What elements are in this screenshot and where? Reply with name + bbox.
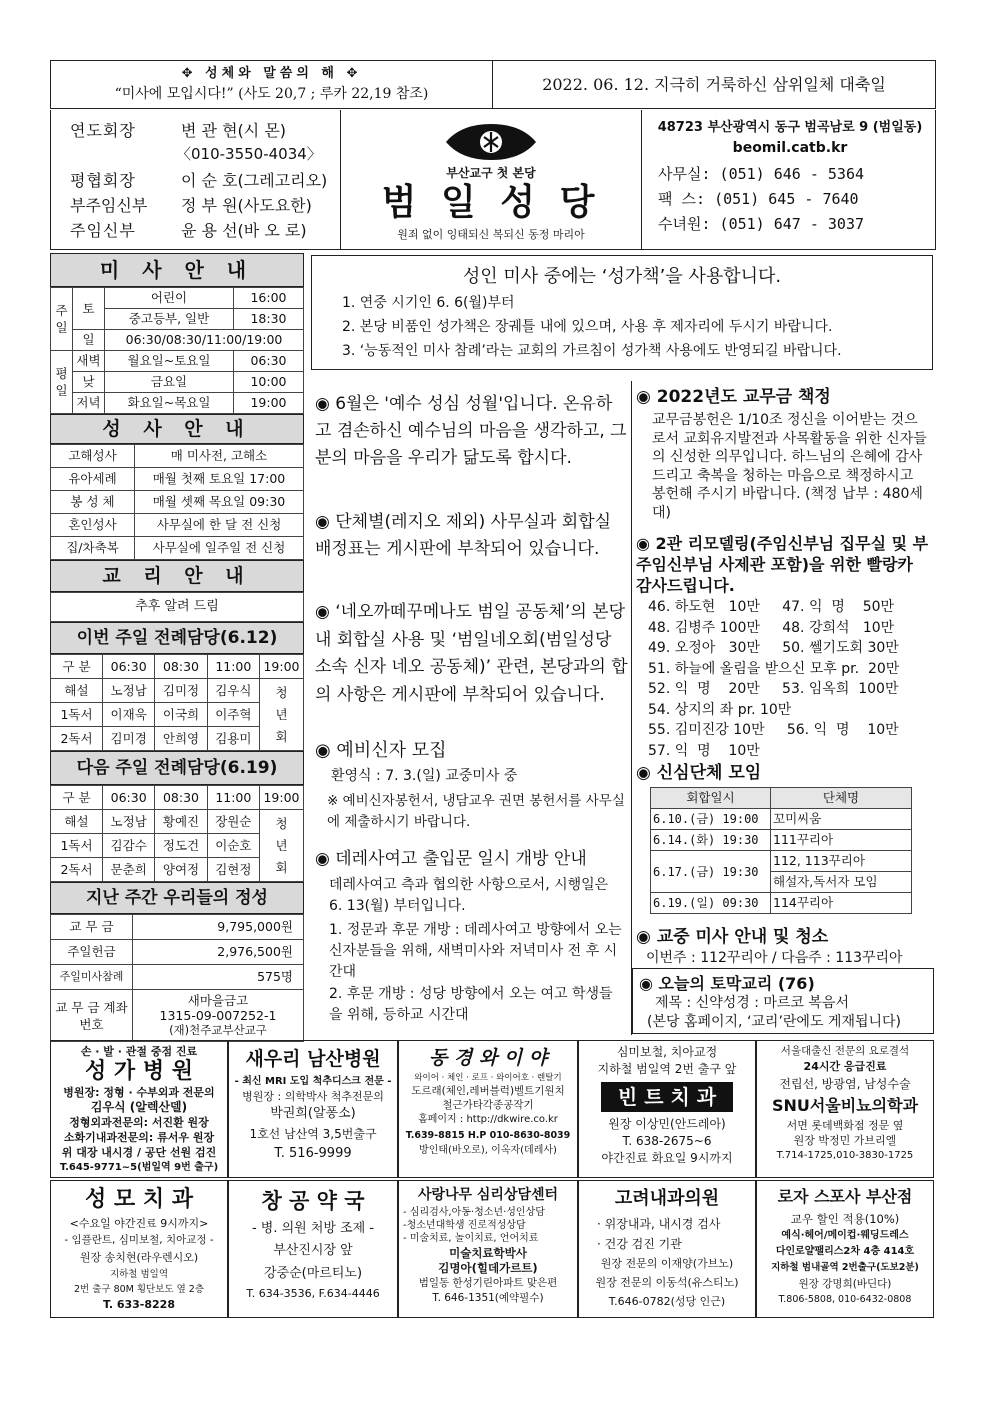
table-row: 주일 토 어린이 16:00 bbox=[51, 288, 304, 309]
gate-item: 1. 정문과 후문 개방 : 데레사여고 방향에서 오는 신자분들을 위해, 새벽미사와 저녁미사 전 후 시간대 bbox=[329, 922, 622, 980]
catechumen-title: ◉ 예비신자 모집 bbox=[315, 740, 447, 761]
table-row: 회합일시 단체명 bbox=[651, 788, 912, 809]
duty-this-week-table bbox=[50, 654, 304, 751]
topic-subject: 제목 : 신약성경 : 마르코 복음서 bbox=[655, 995, 849, 1011]
officer-row: 연도회장 변 관 현(시 몬) bbox=[70, 121, 287, 140]
list-item: 52. 익 명 20만 53. 임옥희 100만 bbox=[648, 681, 899, 697]
table-row: 주일미사참례 575명 bbox=[51, 965, 304, 990]
notice-room-assignment: ◉ 단체별(레지오 제외) 사무실과 회합실 배정표는 게시판에 부착되어 있습니다. bbox=[315, 512, 612, 559]
motto-line-2: “미사에 모입시다!” (사도 20,7 ; 루카 22,19 참조) bbox=[114, 86, 429, 102]
doctrine-text: 추후 알려 드림 bbox=[50, 592, 304, 622]
offering-title: 지난 주간 우리들의 정성 bbox=[50, 882, 304, 914]
table-row: 1독서 이재욱 이국희 이주혁 bbox=[51, 703, 304, 727]
catechumen-note: ※ 예비신자봉헌서, 냉담교우 권면 봉헌서를 사무실에 제출하시기 바랍니다. bbox=[327, 793, 625, 830]
officer-row: 부주임신부 정 부 원(사도요한) bbox=[70, 196, 312, 215]
topic-title: ◉ 오늘의 토막교리 (76) bbox=[639, 974, 815, 993]
church-patron: 원죄 없이 잉태되신 복되신 동정 마리아 bbox=[397, 228, 585, 241]
hymnbook-notice-box bbox=[311, 255, 933, 370]
officer-row: 〈010-3550-4034〉 bbox=[176, 145, 322, 163]
table-row: 집/차축복 사무실에 일주일 전 신청 bbox=[51, 537, 304, 560]
sacrament-title: 성 사 안 내 bbox=[50, 414, 304, 444]
ad-sarangnamu-counseling: 사랑나무 심리상담센터 - 심리검사,아동·청소년·성인상담 -청소년대학생 진로적성상담 - 미술치료, 놀이치료, 언어치료 미술치료학박사 김명아(힐데가르트) 범일동 한성기린아파트 맞은편 T. 646-1351(예약필수) bbox=[398, 1180, 578, 1318]
hymnbook-item: 1. 연중 시기인 6. 6(월)부터 bbox=[342, 295, 515, 311]
church-name: 범 일 성 당 bbox=[381, 181, 601, 223]
gate-item: 2. 후문 개방 : 성당 방향에서 오는 여고 학생들을 위해, 등하교 시간대 bbox=[329, 986, 613, 1023]
dues-title: ◉ 2022년도 교무금 책정 bbox=[636, 387, 831, 407]
ad-changgong-pharmacy: 창 공 약 국 - 병. 의원 처방 조제 - 부산진시장 앞 강중순(마르티노) T. 634-3536, F.634-4446 bbox=[228, 1180, 398, 1318]
table-row: 6.10.(금) 19:00 꼬미씨움 bbox=[651, 809, 912, 830]
list-item: 55. 김미진강 10만 56. 익 명 10만 bbox=[648, 722, 899, 738]
gate-intro: 데레사여고 측과 협의한 사항으로서, 시행일은 6. 13(월) 부터입니다. bbox=[329, 877, 609, 914]
table-row: 교 무 금 9,795,000원 bbox=[51, 915, 304, 940]
table-row: 낮 금요일 10:00 bbox=[51, 372, 304, 393]
hymnbook-item: 2. 본당 비품인 성가책은 장궤틀 내에 있으며, 사용 후 제자리에 두시기 바랍니다. bbox=[342, 319, 833, 335]
church-address: 48723 부산광역시 동구 범곡남로 9 (범일동) bbox=[657, 120, 923, 135]
table-row: 중고등부, 일반 18:30 bbox=[51, 309, 304, 330]
motto-line-1: ✥ 성체와 말씀의 해 ✥ bbox=[181, 66, 362, 81]
groups-title: ◉ 신심단체 모임 bbox=[636, 763, 762, 783]
topic-note: (본당 홈페이지, ‘교리’란에도 게재됩니다) bbox=[647, 1014, 902, 1030]
table-row: 구 분 06:30 08:30 11:00 19:00 bbox=[51, 786, 304, 810]
officer-row: 평협회장 이 순 호(그레고리오) bbox=[70, 171, 328, 190]
notice-sacred-heart: ◉ 6월은 '예수 성심 성월'입니다. 온유하고 겸손하신 예수님의 마음을 생각하고, 그분의 마음을 우리가 닮도록 합시다. bbox=[315, 394, 627, 468]
officer-row: 주임신부 윤 용 선(바 오 로) bbox=[70, 221, 307, 240]
cleaning-title: ◉ 교중 미사 안내 및 청소 bbox=[636, 927, 829, 947]
ad-sungmo-dental: 성 모 치 과 <수요일 야간진료 9시까지> - 임플란트, 심미보철, 치아교정 - 원장 송치현(라우렌시오) 지하철 범일역 2번 출구 80M 횡단보도 옆 2층 T. 633-8228 bbox=[50, 1180, 228, 1318]
ad-vint-dental: 심미보철, 치아교정 지하철 범일역 2번 출구 앞 빈 트 치 과 원장 이상민(안드레아) T. 638-2675~6 야간진료 화요일 9시까지 bbox=[578, 1040, 756, 1178]
table-row: 2독서 김미경 안희영 김용미 bbox=[51, 727, 304, 751]
offering-table bbox=[50, 914, 304, 1042]
duty-next-week-title: 다음 주일 전례담당(6.19) bbox=[50, 751, 304, 785]
table-row: 일 06:30/08:30/11:00/19:00 bbox=[51, 330, 304, 351]
table-row: 교 무 금 계좌번호 새마을금고 1315-09-007252-1 (재)천주교부산교구 bbox=[51, 990, 304, 1042]
table-row: 평일 새벽 월요일~토요일 06:30 bbox=[51, 351, 304, 372]
doctrine-title: 교 리 안 내 bbox=[50, 560, 304, 592]
notice-neocatechumenal: ◉ ‘네오까떼꾸메나도 범일 공동체’의 본당 내 회합실 사용 및 ‘범일네오회(범일성당 소속 신자 네오 공동체)’ 관련, 본당과의 합의 사항은 게시판에 부착되어 있습니다. bbox=[315, 602, 628, 705]
table-row: 봉 성 체 매월 셋째 목요일 09:30 bbox=[51, 491, 304, 514]
list-item: 46. 하도현 10만 47. 익 명 50만 bbox=[648, 599, 895, 615]
mass-schedule-title: 미 사 안 내 bbox=[50, 253, 304, 287]
table-row: 6.17.(금) 19:30 112, 113꾸리아 bbox=[651, 851, 912, 872]
dues-text: 교무금봉헌은 1/10조 정신을 이어받는 것으로서 교회유지발전과 사목활동을 위한 신자들의 신성한 의무입니다. 하느님의 은혜에 감사드리고 축복을 청하는 마음으로 책정하시고 봉헌해 주시기 바랍니다. (책정 납부 : 480세대) bbox=[652, 412, 927, 521]
duty-this-week-title: 이번 주일 전례담당(6.12) bbox=[50, 622, 304, 654]
table-row: 혼인성사 사무실에 한 달 전 신청 bbox=[51, 514, 304, 537]
office-phone: 사무실: (051) 646 - 5364 bbox=[658, 165, 865, 183]
church-logo-box bbox=[340, 110, 642, 250]
header-motto-box bbox=[50, 60, 493, 109]
table-row: 구 분 06:30 08:30 11:00 19:00 bbox=[51, 655, 304, 679]
table-row: 6.19.(일) 09:30 114꾸리아 bbox=[651, 893, 912, 914]
church-subtitle: 부산교구 첫 본당 bbox=[446, 166, 536, 180]
gate-title: ◉ 데레사여고 출입문 일시 개방 안내 bbox=[315, 849, 587, 869]
table-row: 고해성사 매 미사전, 고해소 bbox=[51, 445, 304, 468]
ad-korea-internal-medicine: 고려내과의원 · 위장내과, 내시경 검사 · 건강 검진 기관 원장 전문의 이재양(가브노) 원장 전문의 이동석(유스티노) T.646-0782(성당 인근) bbox=[578, 1180, 756, 1318]
cleaning-text: 이번주 : 112꾸리아 / 다음주 : 113꾸리아 bbox=[646, 950, 903, 966]
table-row: 주일헌금 2,976,500원 bbox=[51, 940, 304, 965]
table-row: 유아세례 매월 첫째 토요일 17:00 bbox=[51, 468, 304, 491]
table-row: 해설 노정남 황예진 장원순 청년회 bbox=[51, 810, 304, 834]
ad-saewoori-hospital: 새우리 남산병원 - 최신 MRI 도입 척추디스크 전문 - 병원장 : 의학박사 척추전문의 박권희(알퐁소) 1호선 남산역 3,5번출구 T. 516-9999 bbox=[228, 1040, 398, 1178]
table-row: 해설 노정남 김미정 김우식 청년회 bbox=[51, 679, 304, 703]
catechumen-welcome: 환영식 : 7. 3.(일) 교중미사 중 bbox=[331, 768, 518, 784]
chi-rho-logo-icon bbox=[441, 120, 541, 164]
ad-sungga-hospital: 손 · 발 · 관절 중점 진료 성 가 병 원 병원장: 정형 · 수부외과 전문의 김우식 (알렉산델) 정형외과전문의: 서진환 원장 소화기내과전문의: 류서우 원장 위 대장 내시경 / 공단 선원 검진 T.645-9771~5(범일역 9번 출구) bbox=[50, 1040, 228, 1178]
right-notices bbox=[636, 381, 934, 1035]
table-row: 6.14.(화) 19:30 111꾸리아 bbox=[651, 830, 912, 851]
convent-phone: 수녀원: (051) 647 - 3037 bbox=[658, 215, 865, 233]
header-date-box bbox=[492, 60, 936, 109]
hymnbook-title: 성인 미사 중에는 ‘성가책’을 사용합니다. bbox=[462, 266, 782, 287]
mass-schedule-table bbox=[50, 287, 304, 414]
remodel-donor-list bbox=[648, 597, 934, 761]
remodel-title: ◉ 2관 리모델링(주임신부님 집무실 및 부주임신부님 사제관 포함)을 위한 빨랑카 감사드립니다. bbox=[636, 534, 929, 595]
ad-snu-urology: 서울대출신 전문의 요로결석 24시간 응급진료 전립선, 방광염, 남성수술 SNU서울비뇨의학과 서면 롯데백화점 정문 옆 원장 박정민 가브리엘 T.714-1725,010-3830-1725 bbox=[756, 1040, 934, 1178]
list-item: 57. 익 명 10만 bbox=[648, 742, 760, 759]
hymnbook-item: 3. ‘능동적인 미사 참례’라는 교회의 가르침이 성가책 사용에도 반영되길 바랍니다. bbox=[342, 343, 842, 359]
table-row: 해설자,독서자 모임 bbox=[651, 872, 912, 893]
groups-table bbox=[650, 787, 912, 914]
table-row: 저녁 화요일~목요일 19:00 bbox=[51, 393, 304, 414]
liturgical-date: 2022. 06. 12. 지극히 거룩하신 삼위일체 대축일 bbox=[542, 75, 886, 94]
middle-notices-box bbox=[307, 381, 632, 1035]
sacrament-table bbox=[50, 444, 304, 560]
church-website[interactable]: beomil.catb.kr bbox=[732, 140, 848, 156]
fax-number: 팩 스: (051) 645 - 7640 bbox=[658, 190, 859, 208]
list-item: 48. 김병주 100만 48. 강희석 10만 bbox=[648, 619, 895, 636]
ad-dongkyung-wire: 동 경 와 이 야 와이어 · 체인 · 로프 · 와이어호 · 렌탈기 도르래(체인,레버블럭)벨트기원치 철근가타각종공작기 홈페이지 : http://dkwire.co.kr T.639-8815 H.P 010-8630-8039 방인태(바오로), 이옥자(데레사) bbox=[398, 1040, 578, 1178]
table-row: 1독서 김감수 정도건 이순호 bbox=[51, 834, 304, 858]
ad-rosa-sposa: 로자 스포사 부산점 교우 할인 적용(10%) 예식·헤어/메이컵·웨딩드레스 다인로얄팰리스2차 4층 414호 지하철 범내골역 2번출구(도보2분) 원장 강명희(바딘다) T.806-5808, 010-6432-0808 bbox=[756, 1180, 934, 1318]
duty-next-week-table bbox=[50, 785, 304, 882]
table-row: 2독서 문춘희 양여정 김현정 bbox=[51, 858, 304, 882]
list-item: 51. 하늘에 올림을 받으신 모후 pr. 20만 bbox=[648, 660, 900, 677]
list-item: 49. 오정아 30만 50. 쎌기도회 30만 bbox=[648, 640, 899, 656]
contact-info bbox=[646, 118, 934, 237]
list-item: 54. 상지의 좌 pr. 10만 bbox=[648, 701, 792, 718]
left-column bbox=[50, 253, 304, 1042]
catechism-topic-box bbox=[632, 968, 934, 1034]
